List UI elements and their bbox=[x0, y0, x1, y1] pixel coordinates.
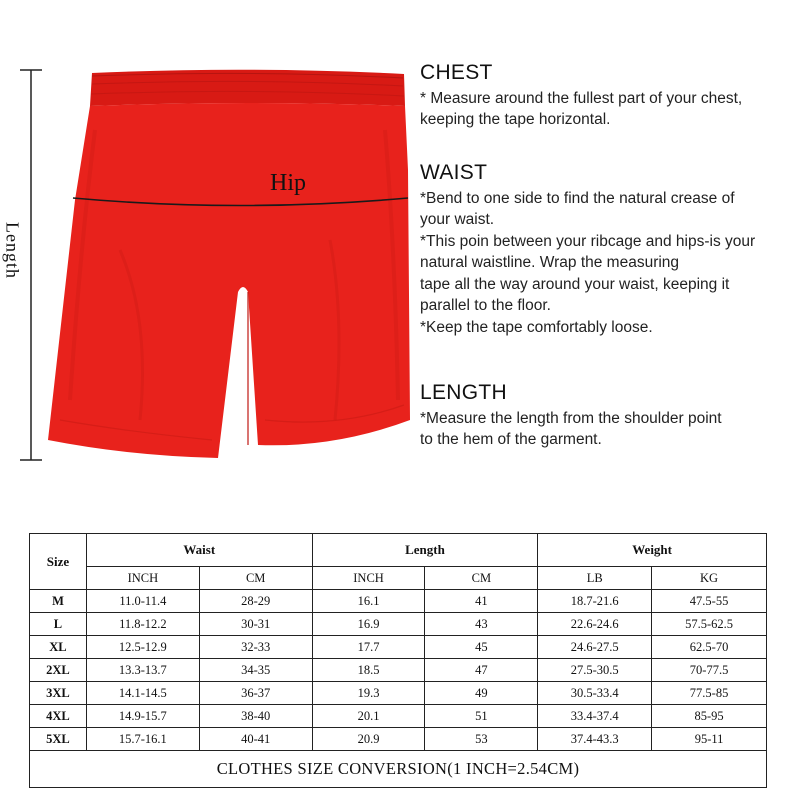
size-cell: 3XL bbox=[30, 682, 87, 705]
table-cell: 33.4-37.4 bbox=[538, 705, 652, 728]
table-cell: 24.6-27.5 bbox=[538, 636, 652, 659]
table-cell: 57.5-62.5 bbox=[652, 613, 767, 636]
length-line: *Measure the length from the shoulder point bbox=[420, 409, 722, 427]
chest-line: keeping the tape horizontal. bbox=[420, 111, 611, 128]
size-header: Size bbox=[30, 534, 87, 590]
chest-section bbox=[420, 62, 800, 131]
table-cell: 22.6-24.6 bbox=[538, 613, 652, 636]
unit-header: KG bbox=[652, 567, 767, 590]
table-cell: 43 bbox=[425, 613, 538, 636]
table-cell: 47.5-55 bbox=[652, 590, 767, 613]
length-section bbox=[420, 382, 800, 451]
table-cell: 40-41 bbox=[199, 728, 312, 751]
size-cell: 4XL bbox=[30, 705, 87, 728]
unit-header: INCH bbox=[312, 567, 425, 590]
size-cell: 2XL bbox=[30, 659, 87, 682]
waist-line: parallel to the floor. bbox=[420, 297, 551, 314]
chest-line: * Measure around the fullest part of your chest, bbox=[420, 89, 743, 107]
table-cell: 34-35 bbox=[199, 659, 312, 682]
table-cell: 51 bbox=[425, 705, 538, 728]
unit-header: INCH bbox=[86, 567, 199, 590]
conversion-caption: CLOTHES SIZE CONVERSION(1 INCH=2.54CM) bbox=[30, 751, 767, 788]
table-cell: 49 bbox=[425, 682, 538, 705]
table-cell: 13.3-13.7 bbox=[86, 659, 199, 682]
table-cell: 30.5-33.4 bbox=[538, 682, 652, 705]
waist-line: your waist. bbox=[420, 211, 495, 228]
size-table bbox=[29, 533, 767, 788]
waist-line: *This poin between your ribcage and hips-is your bbox=[420, 232, 756, 250]
table-cell: 45 bbox=[425, 636, 538, 659]
table-cell: 19.3 bbox=[312, 682, 425, 705]
table-cell: 12.5-12.9 bbox=[86, 636, 199, 659]
table-cell: 30-31 bbox=[199, 613, 312, 636]
table-cell: 17.7 bbox=[312, 636, 425, 659]
length-label: Length bbox=[2, 222, 23, 279]
length-line: to the hem of the garment. bbox=[420, 431, 602, 448]
table-cell: 70-77.5 bbox=[652, 659, 767, 682]
waist-section bbox=[420, 162, 800, 338]
table-cell: 20.1 bbox=[312, 705, 425, 728]
table-cell: 32-33 bbox=[199, 636, 312, 659]
table-cell: 47 bbox=[425, 659, 538, 682]
table-row bbox=[30, 682, 767, 705]
table-cell: 18.7-21.6 bbox=[538, 590, 652, 613]
table-row bbox=[30, 705, 767, 728]
table-cell: 36-37 bbox=[199, 682, 312, 705]
group-header-weight: Weight bbox=[538, 534, 767, 567]
size-chart bbox=[29, 533, 767, 788]
table-cell: 11.0-11.4 bbox=[86, 590, 199, 613]
table-cell: 37.4-43.3 bbox=[538, 728, 652, 751]
length-heading: LENGTH bbox=[420, 381, 507, 404]
size-cell: M bbox=[30, 590, 87, 613]
table-row bbox=[30, 636, 767, 659]
waist-line: *Keep the tape comfortably loose. bbox=[420, 318, 653, 336]
table-cell: 14.9-15.7 bbox=[86, 705, 199, 728]
table-cell: 85-95 bbox=[652, 705, 767, 728]
group-header-length: Length bbox=[312, 534, 538, 567]
red-shorts bbox=[48, 70, 410, 458]
table-cell: 53 bbox=[425, 728, 538, 751]
table-cell: 77.5-85 bbox=[652, 682, 767, 705]
table-row bbox=[30, 659, 767, 682]
unit-header: CM bbox=[199, 567, 312, 590]
table-cell: 38-40 bbox=[199, 705, 312, 728]
table-cell: 16.9 bbox=[312, 613, 425, 636]
size-cell: L bbox=[30, 613, 87, 636]
unit-header: CM bbox=[425, 567, 538, 590]
table-cell: 28-29 bbox=[199, 590, 312, 613]
hip-label: Hip bbox=[270, 170, 306, 196]
table-cell: 16.1 bbox=[312, 590, 425, 613]
table-cell: 15.7-16.1 bbox=[86, 728, 199, 751]
table-row bbox=[30, 728, 767, 751]
group-header-waist: Waist bbox=[86, 534, 312, 567]
waist-line: natural waistline. Wrap the measuring bbox=[420, 254, 680, 271]
caption-row bbox=[30, 751, 767, 788]
table-cell: 95-11 bbox=[652, 728, 767, 751]
table-row bbox=[30, 590, 767, 613]
table-cell: 14.1-14.5 bbox=[86, 682, 199, 705]
table-cell: 62.5-70 bbox=[652, 636, 767, 659]
table-cell: 41 bbox=[425, 590, 538, 613]
length-ruler bbox=[20, 70, 42, 460]
size-cell: XL bbox=[30, 636, 87, 659]
chest-heading: CHEST bbox=[420, 61, 493, 84]
table-cell: 27.5-30.5 bbox=[538, 659, 652, 682]
table-cell: 11.8-12.2 bbox=[86, 613, 199, 636]
waist-line: *Bend to one side to find the natural crease of bbox=[420, 189, 735, 207]
waist-line: tape all the way around your waist, keeping it bbox=[420, 275, 730, 293]
table-cell: 20.9 bbox=[312, 728, 425, 751]
table-cell: 18.5 bbox=[312, 659, 425, 682]
table-row bbox=[30, 613, 767, 636]
unit-header: LB bbox=[538, 567, 652, 590]
size-cell: 5XL bbox=[30, 728, 87, 751]
waist-heading: WAIST bbox=[420, 161, 488, 184]
